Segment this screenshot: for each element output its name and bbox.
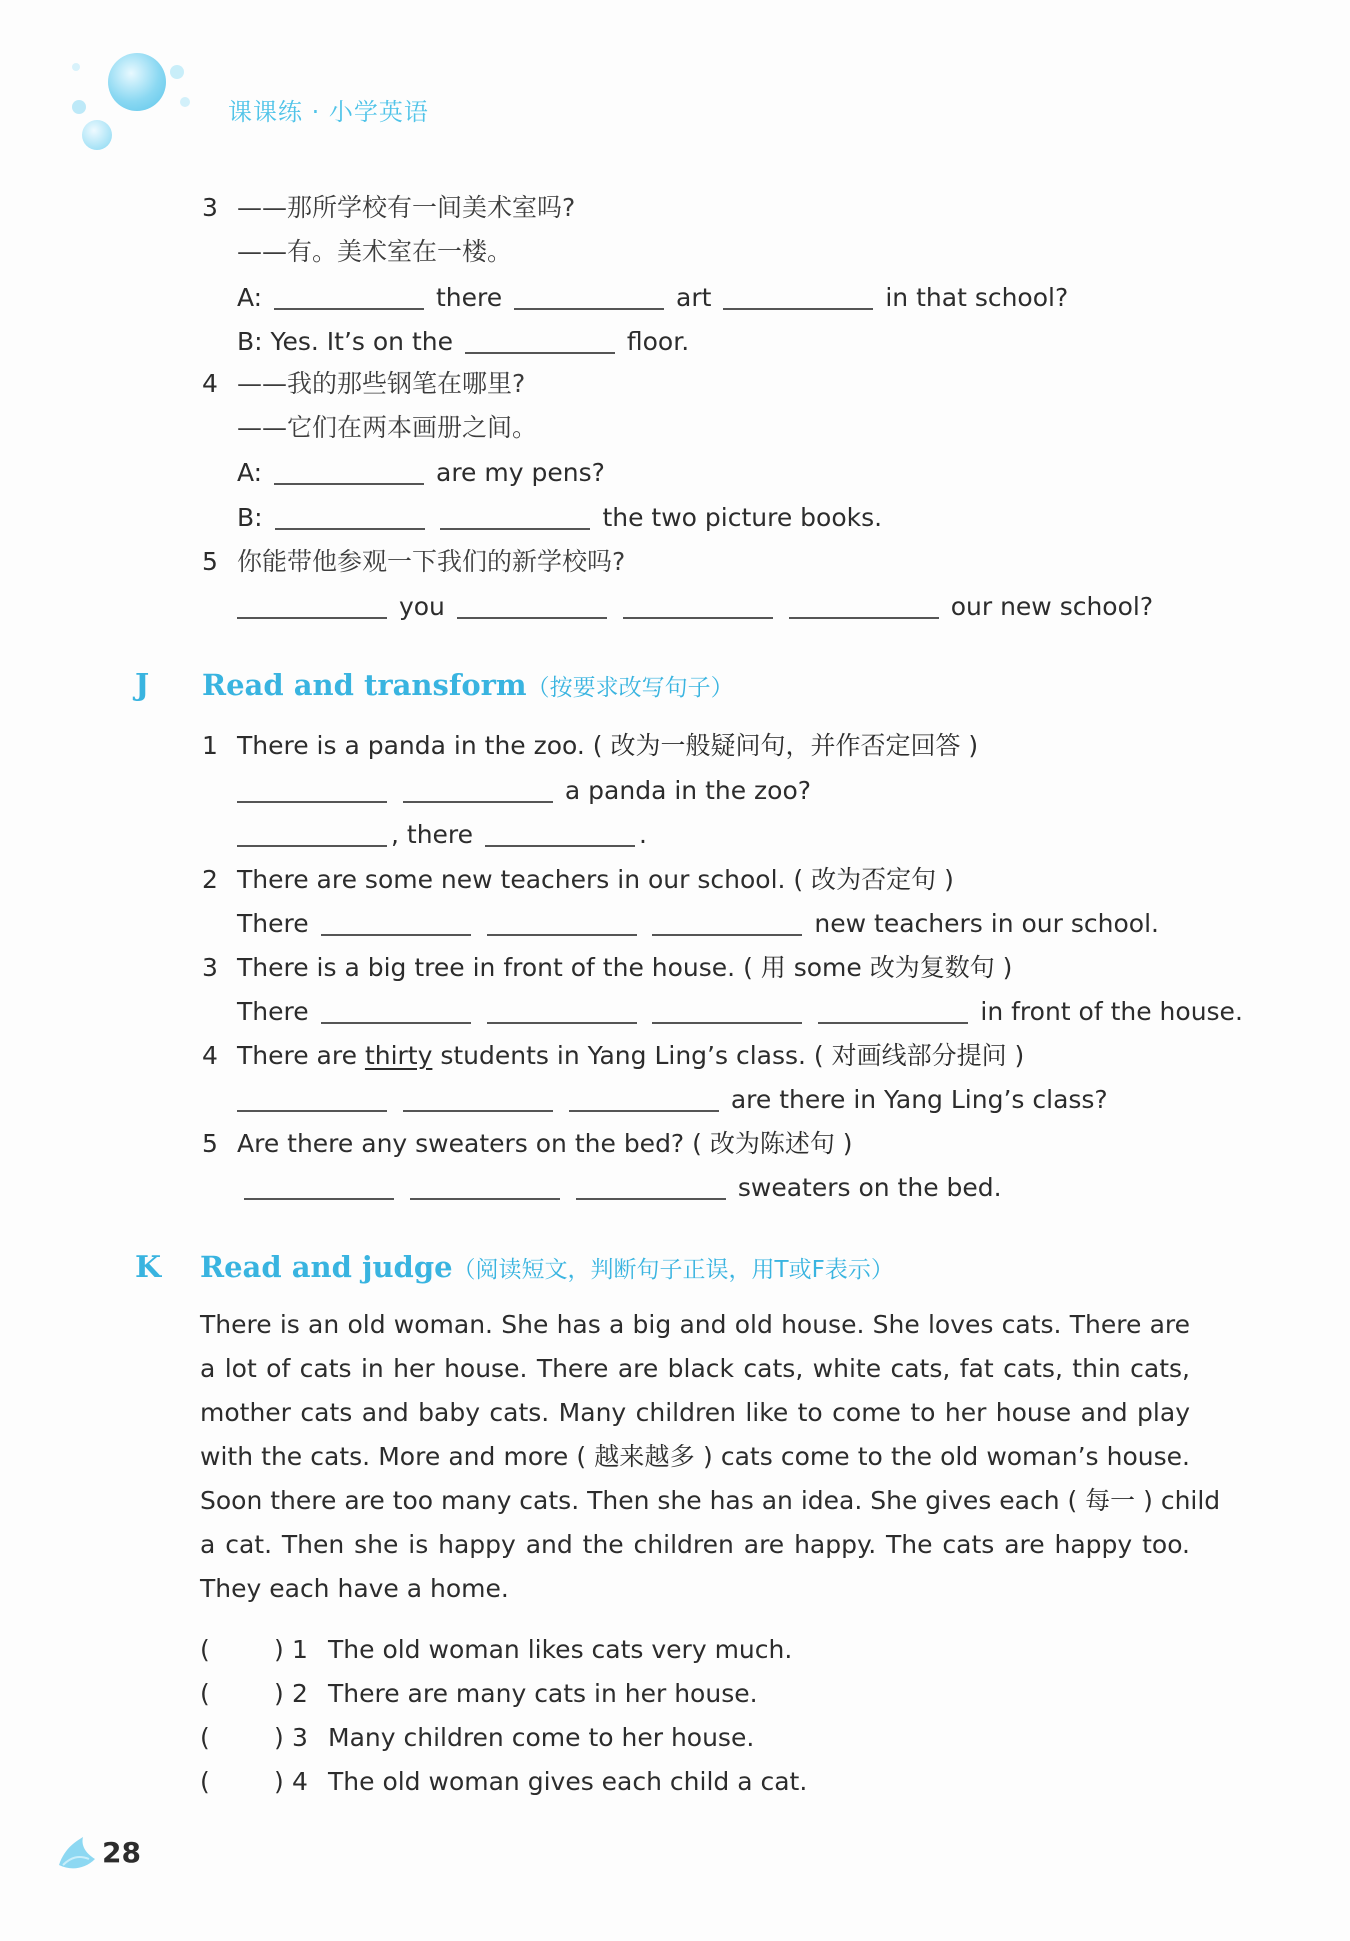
sentence-fragment: There	[237, 909, 309, 938]
answer-blank[interactable]	[244, 1198, 394, 1200]
answer-line	[237, 502, 882, 534]
answer-line	[237, 282, 1068, 314]
sentence-fragment: in front of the house.	[980, 997, 1243, 1026]
statement-text: The old woman likes cats very much.	[328, 1635, 793, 1664]
answer-paren-close: )	[274, 1723, 284, 1752]
speaker-label: B:	[237, 503, 263, 532]
answer-paren-open[interactable]: (	[200, 1679, 210, 1708]
answer-blank[interactable]	[789, 617, 939, 619]
answer-blank[interactable]	[321, 934, 471, 936]
answer-blank[interactable]	[818, 1022, 968, 1024]
question-text	[237, 1040, 1024, 1072]
passage-line: a lot of cats in her house. There are black cats, white cats, fat cats, thin cats,	[200, 1354, 1190, 1383]
question-number: 4	[202, 369, 218, 398]
sentence-fragment: students in Yang Ling’s class. ( 对画线部分提问 )	[432, 1041, 1025, 1070]
answer-paren-close: )	[274, 1767, 284, 1796]
chinese-prompt: 你能带他参观一下我们的新学校吗?	[237, 547, 626, 576]
statement-text: There are many cats in her house.	[328, 1679, 758, 1708]
reading-passage	[200, 1303, 1221, 1611]
question-number: 1	[202, 731, 218, 760]
answer-paren-open[interactable]: (	[200, 1635, 210, 1664]
sentence-fragment: a panda in the zoo?	[564, 776, 812, 805]
question-number: 2	[202, 865, 218, 894]
judge-item	[200, 1678, 900, 1710]
section-letter: K	[135, 1250, 162, 1285]
chinese-prompt: ——我的那些钢笔在哪里?	[237, 369, 526, 398]
chinese-prompt: ——有。美术室在一楼。	[237, 237, 513, 266]
answer-line	[237, 457, 605, 489]
answer-blank[interactable]	[237, 801, 387, 803]
sentence-fragment: are there in Yang Ling’s class?	[730, 1085, 1108, 1114]
answer-blank[interactable]	[410, 1198, 560, 1200]
answer-blank[interactable]	[723, 308, 873, 310]
passage-line: There is an old woman. She has a big and old house. She loves cats. There are	[200, 1310, 1190, 1339]
page-number: 28	[102, 1836, 141, 1869]
answer-line	[233, 591, 1153, 623]
statement-text: Many children come to her house.	[328, 1723, 755, 1752]
section-title	[202, 668, 734, 702]
passage-line: with the cats. More and more ( 越来越多 ) cats come to the old woman’s house.	[200, 1442, 1190, 1471]
sentence-fragment: .	[638, 820, 647, 849]
answer-line	[237, 996, 1243, 1028]
answer-line	[237, 908, 1159, 940]
bubble-icon	[72, 100, 86, 114]
question-text: There is a big tree in front of the house. ( 用 some 改为复数句 )	[237, 953, 1013, 982]
answer-line	[233, 819, 647, 851]
answer-blank[interactable]	[237, 1110, 387, 1112]
passage-line: a cat. Then she is happy and the children are happy. The cats are happy too.	[200, 1530, 1190, 1559]
question-number: 3	[202, 193, 218, 222]
answer-blank[interactable]	[569, 1110, 719, 1112]
passage-line: Soon there are too many cats. Then she has an idea. She gives each ( 每一 ) child	[200, 1486, 1221, 1515]
passage-line: mother cats and baby cats. Many children like to come to her house and play	[200, 1398, 1190, 1427]
question-text: There is a panda in the zoo. ( 改为一般疑问句，并作否定回答 )	[237, 731, 979, 760]
section-title-en: Read and transform	[202, 668, 527, 702]
bubble-icon	[170, 65, 184, 79]
speaker-label: A:	[237, 458, 263, 487]
answer-blank[interactable]	[321, 1022, 471, 1024]
answer-blank[interactable]	[485, 845, 635, 847]
judge-item	[200, 1766, 900, 1798]
statement-number: 4	[292, 1767, 308, 1796]
sentence-fragment: the two picture books.	[602, 503, 883, 532]
answer-paren-close: )	[274, 1679, 284, 1708]
section-title	[200, 1250, 894, 1284]
answer-blank[interactable]	[440, 528, 590, 530]
question-number: 4	[202, 1041, 218, 1070]
answer-blank[interactable]	[465, 352, 615, 354]
answer-blank[interactable]	[274, 483, 424, 485]
answer-blank[interactable]	[652, 934, 802, 936]
question-number: 5	[202, 547, 218, 576]
answer-blank[interactable]	[623, 617, 773, 619]
chinese-prompt: ——它们在两本画册之间。	[237, 413, 538, 442]
judge-item	[200, 1722, 900, 1754]
sentence-fragment: There are	[237, 1041, 365, 1070]
sentence-fragment: our new school?	[950, 592, 1154, 621]
sentence-fragment: there	[436, 283, 503, 312]
sentence-fragment: sweaters on the bed.	[737, 1173, 1002, 1202]
answer-blank[interactable]	[403, 801, 553, 803]
answer-blank[interactable]	[237, 845, 387, 847]
section-letter: J	[135, 668, 150, 703]
answer-blank[interactable]	[403, 1110, 553, 1112]
answer-blank[interactable]	[576, 1198, 726, 1200]
answer-blank[interactable]	[237, 617, 387, 619]
wing-icon	[55, 1835, 99, 1873]
answer-paren-close: )	[274, 1635, 284, 1664]
answer-blank[interactable]	[487, 934, 637, 936]
statement-number: 3	[292, 1723, 308, 1752]
sentence-fragment: art	[676, 283, 712, 312]
question-text: There are some new teachers in our school. ( 改为否定句 )	[237, 865, 954, 894]
sentence-fragment: new teachers in our school.	[814, 909, 1159, 938]
answer-paren-open[interactable]: (	[200, 1767, 210, 1796]
bubble-icon	[72, 63, 80, 71]
question-number: 3	[202, 953, 218, 982]
statement-number: 1	[292, 1635, 308, 1664]
sentence-fragment: , there	[391, 820, 474, 849]
answer-blank[interactable]	[514, 308, 664, 310]
passage-line: They each have a home.	[200, 1574, 509, 1603]
sentence-fragment: B: Yes. It’s on the	[237, 327, 453, 356]
speaker-label: A:	[237, 283, 263, 312]
header-title: 课课练 · 小学英语	[228, 98, 429, 126]
section-title-zh: （阅读短文，判断句子正误，用T或F表示）	[452, 1257, 894, 1283]
underlined-word: thirty	[364, 1041, 433, 1070]
answer-blank[interactable]	[487, 1022, 637, 1024]
sentence-fragment: you	[398, 592, 445, 621]
sentence-fragment: There	[237, 997, 309, 1026]
bubble-icon	[108, 53, 166, 111]
answer-paren-open[interactable]: (	[200, 1723, 210, 1752]
question-number: 5	[202, 1129, 218, 1158]
answer-blank[interactable]	[274, 308, 424, 310]
answer-line	[233, 775, 811, 807]
section-title-en: Read and judge	[200, 1250, 453, 1284]
answer-line	[237, 326, 689, 358]
answer-line	[240, 1172, 1002, 1204]
sentence-fragment: floor.	[626, 327, 690, 356]
bubbles-decoration-icon	[70, 45, 200, 160]
answer-line	[233, 1084, 1108, 1116]
answer-blank[interactable]	[652, 1022, 802, 1024]
question-text: Are there any sweaters on the bed? ( 改为陈述句 )	[237, 1129, 853, 1158]
answer-blank[interactable]	[457, 617, 607, 619]
section-title-zh: （按要求改写句子）	[526, 675, 734, 701]
bubble-icon	[180, 97, 190, 107]
sentence-fragment: in that school?	[885, 283, 1069, 312]
judge-item	[200, 1634, 900, 1666]
chinese-prompt: ——那所学校有一间美术室吗?	[237, 193, 576, 222]
answer-blank[interactable]	[275, 528, 425, 530]
statement-number: 2	[292, 1679, 308, 1708]
statement-text: The old woman gives each child a cat.	[328, 1767, 808, 1796]
bubble-icon	[82, 120, 112, 150]
sentence-fragment: are my pens?	[436, 458, 605, 487]
